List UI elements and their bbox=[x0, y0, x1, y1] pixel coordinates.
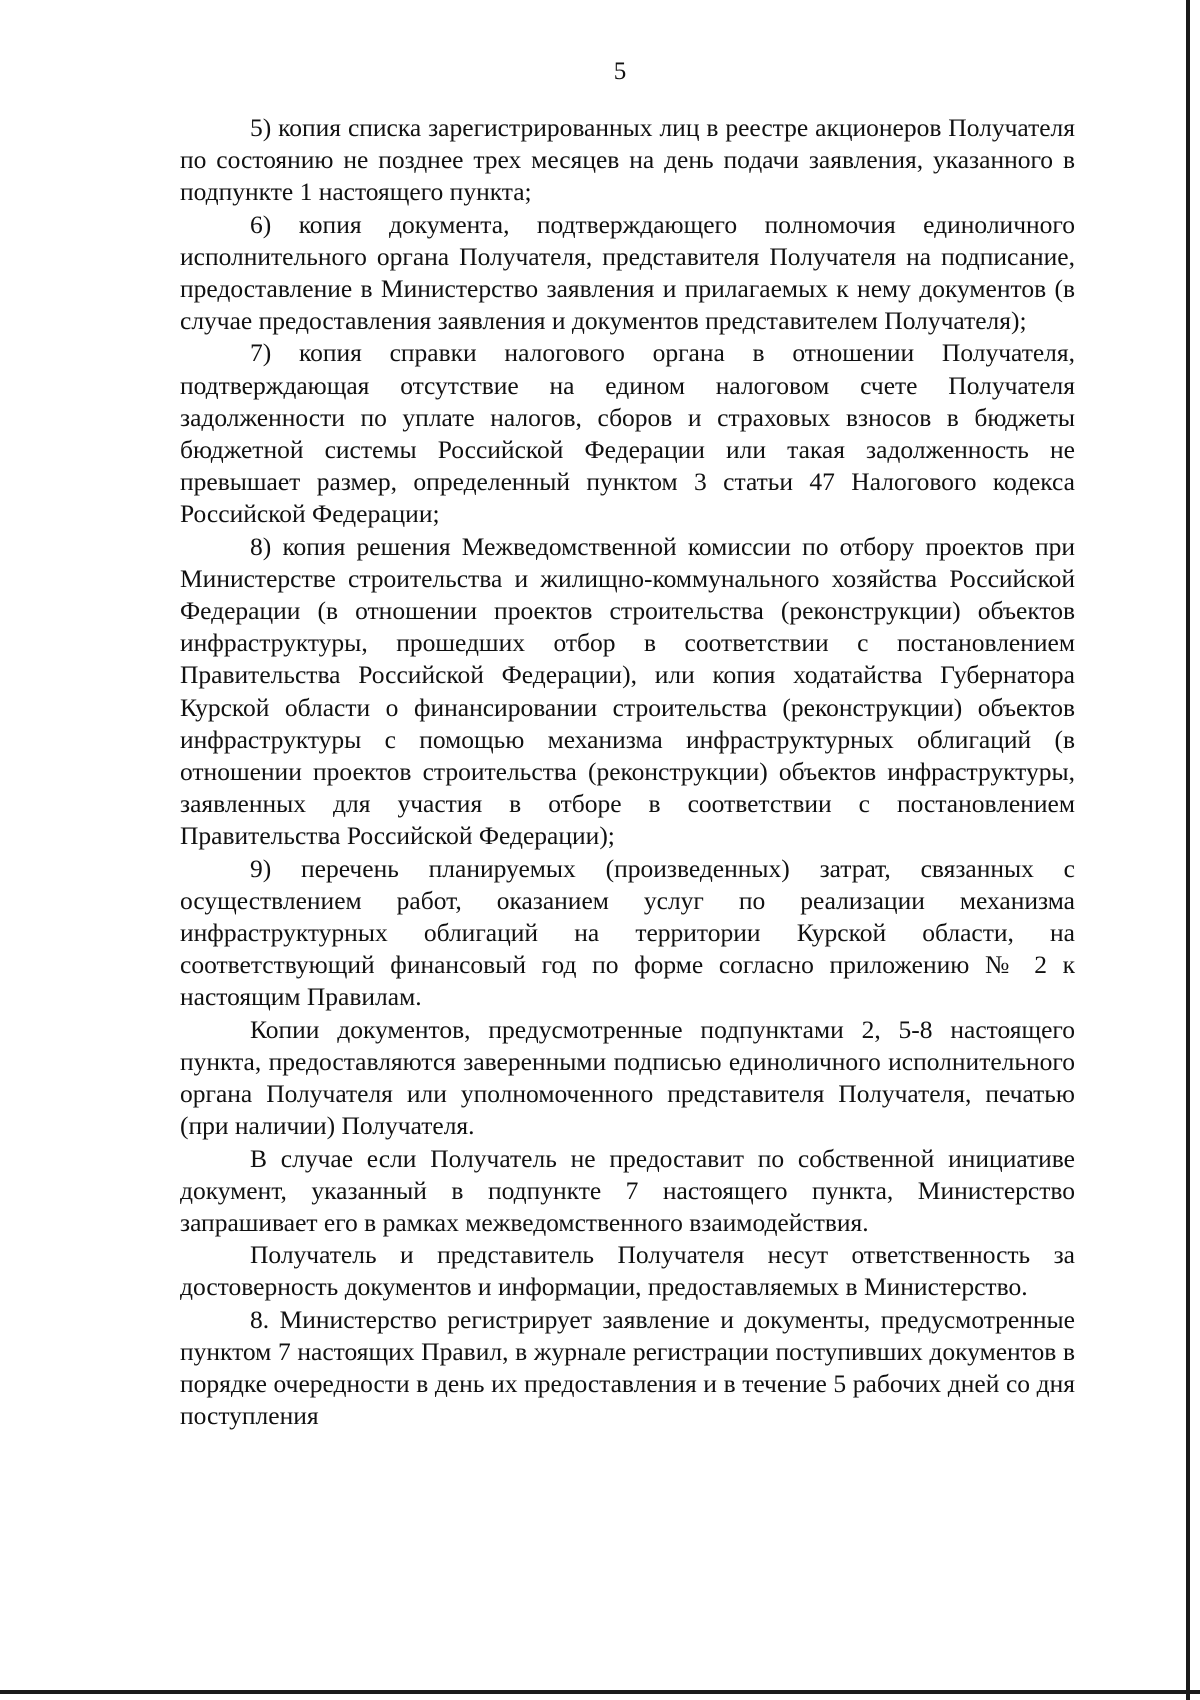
paragraph-copies-certification: Копии документов, предусмотренные подпунктами 2, 5-8 настоящего пункта, предоставляются заверенными подписью единоличного исполнительного органа Получателя или уполномоченного представителя Получателя, печатью (при наличии) Получателя. bbox=[180, 1014, 1075, 1141]
paragraph-item-6: 6) копия документа, подтверждающего полномочия единоличного исполнительного органа Получателя, представителя Получателя на подписание, предоставление в Министерство заявления и прилагаемых к нему документов (в случае предоставления заявления и документов представителем Получателя); bbox=[180, 209, 1075, 336]
paragraph-item-9: 9) перечень планируемых (произведенных) затрат, связанных с осуществлением работ, оказанием услуг по реализации механизма инфраструктурных облигаций на территории Курской области, на соответствующий финансовый год по форме согласно приложению № 2 к настоящим Правилам. bbox=[180, 853, 1075, 1012]
paragraph-item-8: 8) копия решения Межведомственной комиссии по отбору проектов при Министерстве строительства и жилищно-коммунального хозяйства Российской Федерации (в отношении проектов строительства (реконструкции) объектов инфраструктуры, прошедших отбор в соответствии с постановлением Правительства Российской Федерации), или копия ходатайства Губернатора Курской области о финансировании строительства (реконструкции) объектов инфраструктуры с помощью механизма инфраструктурных облигаций (в отношении проектов строительства (реконструкции) объектов инфраструктуры, заявленных для участия в отборе в соответствии с постановлением Правительства Российской Федерации); bbox=[180, 531, 1075, 851]
paragraph-item-7: 7) копия справки налогового органа в отношении Получателя, подтверждающая отсутствие на едином налоговом счете Получателя задолженности по уплате налогов, сборов и страховых взносов в бюджеты бюджетной системы Российской Федерации или такая задолженность не превышает размер, определенный пунктом 3 статьи 47 Налогового кодекса Российской Федерации; bbox=[180, 338, 1075, 529]
scan-edge-right bbox=[1186, 0, 1190, 1700]
paragraph-responsibility: Получатель и представитель Получателя несут ответственность за достоверность документов и информации, предоставляемых в Министерство. bbox=[180, 1240, 1075, 1302]
paragraph-item-5: 5) копия списка зарегистрированных лиц в реестре акционеров Получателя по состоянию не позднее трех месяцев на день подачи заявления, указанного в подпункте 1 настоящего пункта; bbox=[180, 113, 1075, 207]
paragraph-interagency-request: В случае если Получатель не предоставит по собственной инициативе документ, указанный в подпункте 7 настоящего пункта, Министерство запрашивает его в рамках межведомственного взаимодействия. bbox=[180, 1143, 1075, 1237]
paragraph-clause-8-registration: 8. Министерство регистрирует заявление и документы, предусмотренные пунктом 7 настоящих Правил, в журнале регистрации поступивших документов в порядке очередности в день их предоставления и в течение 5 рабочих дней со дня поступления bbox=[180, 1304, 1075, 1431]
page-number: 5 bbox=[613, 58, 627, 85]
document-body bbox=[180, 112, 1075, 1432]
scan-edge-bottom bbox=[0, 1690, 1200, 1694]
